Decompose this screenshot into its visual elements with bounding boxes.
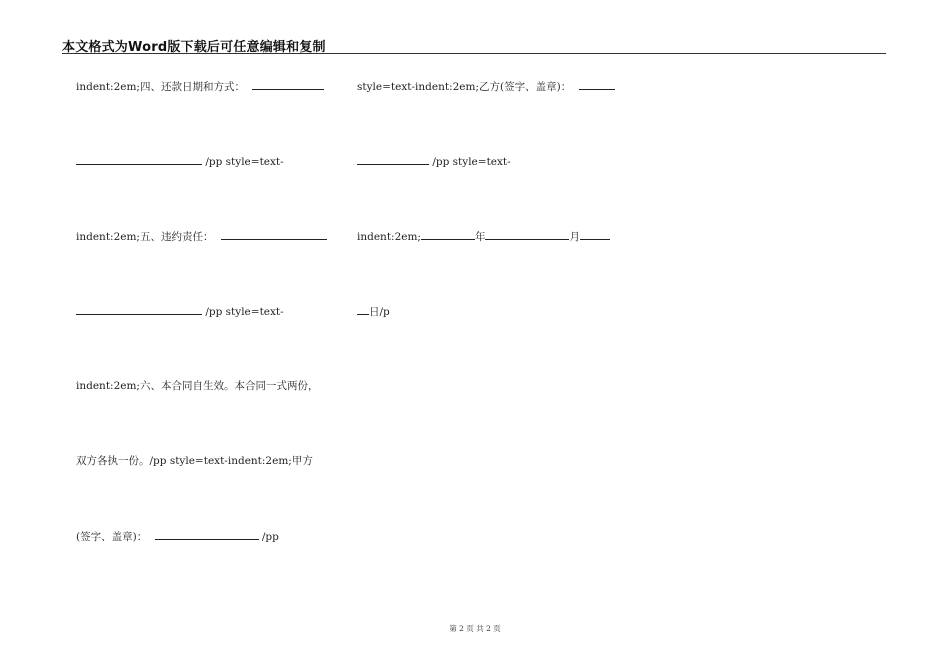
party-b-signature-label: style=text-indent:2em;乙方(签字、盖章)： [357, 81, 572, 93]
month-blank[interactable] [485, 229, 569, 240]
day-text: 日/p [369, 306, 390, 318]
month-label: 月 [569, 231, 580, 243]
effective-text: indent:2em;六、本合同自生效。本合同一式两份， [76, 380, 319, 392]
continuation-text-1: /pp style=text- [205, 156, 284, 168]
year-blank[interactable] [421, 229, 475, 240]
breach-label: indent:2em;五、违约责任： [76, 231, 214, 243]
continuation-blank-1[interactable] [76, 154, 202, 165]
continuation-line-2 [76, 304, 284, 319]
breach-blank[interactable] [221, 229, 327, 240]
party-b-signature-blank[interactable] [579, 79, 615, 90]
page-header [62, 34, 886, 54]
continuation-line-1 [76, 154, 284, 169]
party-a-signature-line [76, 529, 279, 544]
right-continuation-blank[interactable] [357, 154, 429, 165]
repayment-line [76, 79, 324, 94]
copies-line [76, 454, 313, 468]
breach-line [76, 229, 327, 244]
party-a-signature-blank[interactable] [155, 529, 259, 540]
repayment-label: indent:2em;四、还款日期和方式： [76, 81, 245, 93]
day-blank-2[interactable] [357, 304, 369, 315]
date-line [357, 229, 610, 244]
header-title: 本文格式为Word版下载后可任意编辑和复制 [62, 40, 326, 55]
continuation-text-2: /pp style=text- [205, 306, 284, 318]
day-blank[interactable] [580, 229, 610, 240]
page-footer [0, 623, 950, 634]
party-b-signature-line [357, 79, 615, 94]
party-a-signature-label: (签字、盖章)： [76, 531, 148, 543]
date-prefix: indent:2em; [357, 231, 421, 243]
repayment-blank[interactable] [252, 79, 324, 90]
party-a-signature-tail: /pp [261, 531, 279, 543]
continuation-blank-2[interactable] [76, 304, 202, 315]
copies-text: 双方各执一份。/pp style=text-indent:2em;甲方 [76, 455, 313, 467]
effective-line [76, 379, 318, 393]
year-label: 年 [474, 231, 486, 243]
right-continuation-text: /pp style=text- [432, 156, 511, 168]
right-continuation-line [357, 154, 511, 169]
page-number: 第 2 页 共 2 页 [449, 624, 501, 633]
day-line [357, 304, 390, 319]
